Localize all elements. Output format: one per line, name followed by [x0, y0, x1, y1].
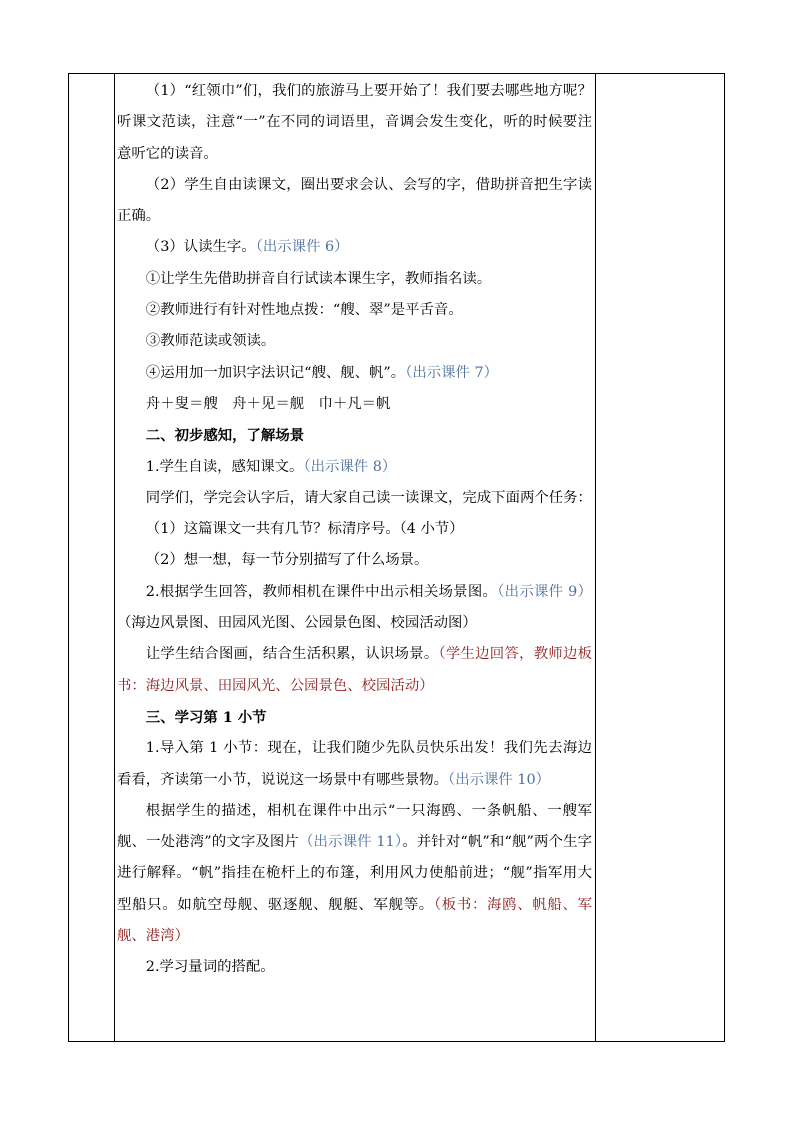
paragraph: 2.学习量词的搭配。 [145, 959, 275, 976]
paragraph: ④运用加一加识字法识记“艘、舰、帆”。（出示课件 7） [145, 364, 499, 381]
paragraph: （2）学生自由读课文，圈出要求会认、会写的字，借助拼音把生字读正确。 [117, 176, 592, 225]
board-note: （学生边回答，教师边板书：海边风景、田园风光、公园景色、校园活动） [117, 646, 592, 694]
paragraph: 让学生结合图画，结合生活积累，认识场景。（学生边回答，教师边板书：海边风景、田园风光、公园景色、校园活动） [117, 646, 592, 694]
section-heading: 二、初步感知，了解场景 [145, 427, 305, 445]
courseware-ref: （出示课件 6） [255, 239, 349, 256]
paragraph: （2）想一想，每一节分别描写了什么场景。 [145, 552, 429, 569]
paragraph: 1.导入第 1 小节：现在，让我们随少先队员快乐出发！我们先去海边看看，齐读第一小节，说说这一场景中有哪些景物。（出示课件 10） [117, 740, 592, 788]
paragraph: 同学们，学完会认字后，请大家自己读一读课文，完成下面两个任务： [145, 489, 592, 506]
table-column-divider [114, 74, 115, 1041]
courseware-ref: （出示课件 9） [497, 583, 593, 600]
courseware-ref: （出示课件 11） [298, 834, 403, 851]
courseware-ref: （出示课件 8） [303, 458, 397, 475]
teaching-process-cell [117, 76, 592, 984]
table-column-divider [595, 74, 596, 1041]
paragraph: （1）这篇课文一共有几节？标清序号。（4 小节） [145, 521, 464, 538]
courseware-ref: （出示课件 7） [405, 364, 499, 381]
section-heading: 三、学习第 1 小节 [145, 708, 267, 726]
paragraph: ③教师范读或领读。 [145, 333, 276, 350]
paragraph: 1.学生自读，感知课文。（出示课件 8） [145, 458, 397, 475]
paragraph: （1）“红领巾”们，我们的旅游马上要开始了！我们要去哪些地方呢？听课文范读，注意“一”在不同的词语里，音调会发生变化，听的时候要注意听它的读音。 [117, 83, 592, 162]
character-formulas: 舟＋叟＝艘 舟＋见＝舰 巾＋凡＝帆 [145, 395, 391, 412]
board-note: （板书：海鸥、帆船、军舰、港湾） [117, 896, 592, 945]
paragraph: 2.根据学生回答，教师相机在课件中出示相关场景图。（出示课件 9）（海边风景图、田园风光图、公园景色图、校园活动图） [117, 583, 593, 632]
paragraph: （3）认读生字。（出示课件 6） [145, 239, 349, 256]
paragraph: ②教师进行有针对性地点拨：“艘、翠”是平舌音。 [145, 302, 463, 319]
courseware-ref: （出示课件 10） [448, 771, 551, 788]
paragraph: 根据学生的描述，相机在课件中出示“一只海鸥、一条帆船、一艘军舰、一处港湾”的文字及图片（出示课件 11）。并针对“帆”和“舰”两个生字进行解释。“帆”指挂在桅杆上的布篷，利用风力使船前进；“舰”指军用大型船只。如航空母舰、驱逐舰、舰艇、军舰等。（板书：海鸥、帆船、军舰、港湾） [117, 802, 593, 945]
paragraph: ①让学生先借助拼音自行试读本课生字，教师指名读。 [145, 270, 492, 287]
